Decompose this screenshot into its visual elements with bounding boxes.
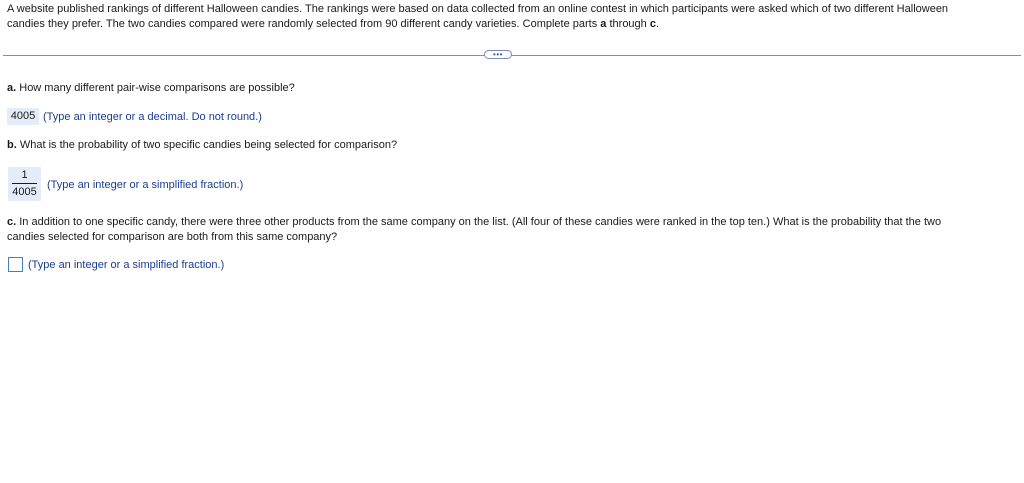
ellipsis-icon: •••: [493, 49, 503, 59]
part-c-question-line-1: [7, 215, 941, 230]
part-c-label: c.: [7, 216, 17, 228]
part-c-hint: (Type an integer or a simplified fraction.): [28, 259, 225, 271]
part-a-hint: (Type an integer or a decimal. Do not round.): [43, 111, 262, 123]
problem-text-line-2: [7, 17, 1007, 32]
expand-more-button[interactable]: [484, 50, 512, 59]
part-a-question-text: How many different pair-wise comparisons are possible?: [16, 82, 295, 94]
period: .: [655, 18, 660, 30]
section-divider: [3, 55, 1021, 56]
part-a-question: [7, 81, 295, 96]
problem-statement: [7, 2, 1007, 32]
part-c-answer-input[interactable]: [8, 257, 23, 272]
part-b-question: [7, 138, 397, 153]
part-a-label: a.: [7, 82, 17, 94]
part-b-label: b.: [7, 139, 17, 151]
part-c-ref: c: [649, 18, 656, 30]
part-a-ref: a: [600, 18, 607, 30]
part-c-question: [7, 215, 941, 245]
through-text: through: [606, 18, 650, 30]
part-b-hint: (Type an integer or a simplified fraction.): [47, 179, 244, 191]
fraction-numerator: 1: [21, 169, 28, 181]
part-c-question-text: In addition to one specific candy, there were three other products from the same company on the list. (All four of these candies were ranked in the top ten.) What is the probability that the two: [16, 216, 942, 228]
problem-text-prefix: candies they prefer. The two candies compared were randomly selected from 90 different candy varieties. Complete parts: [7, 18, 601, 30]
problem-text-line-1: A website published rankings of different Halloween candies. The rankings were based on data collected from an online contest in which participants were asked which of two different Halloween: [7, 3, 949, 15]
part-a-answer-field[interactable]: 4005: [7, 108, 39, 125]
part-c-question-line-2: candies selected for comparison are both from this same company?: [7, 231, 338, 243]
part-b-question-text: What is the probability of two specific candies being selected for comparison?: [16, 139, 398, 151]
part-b-answer-fraction[interactable]: [8, 167, 41, 201]
fraction-denominator: 4005: [12, 186, 37, 198]
fraction-bar: [12, 183, 37, 184]
